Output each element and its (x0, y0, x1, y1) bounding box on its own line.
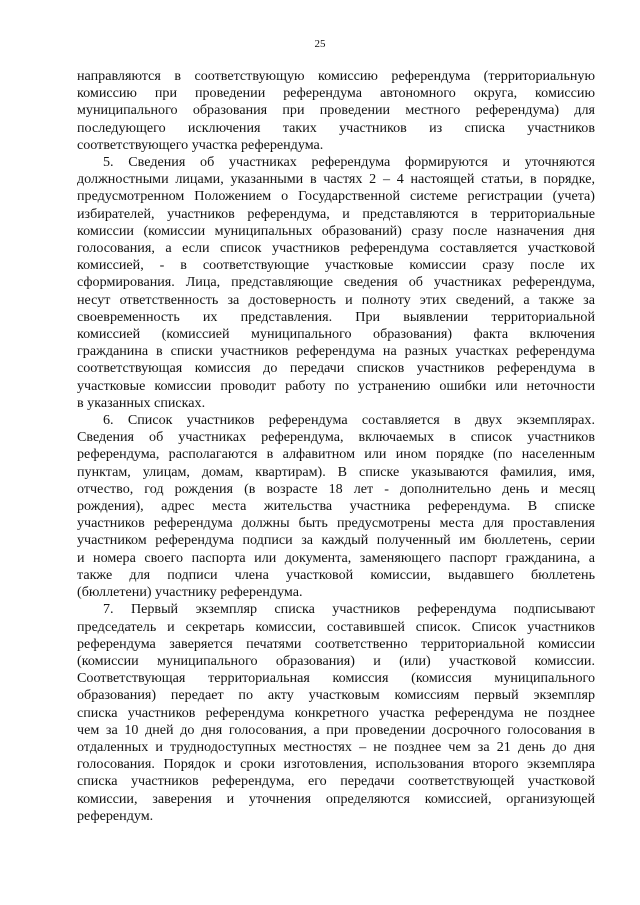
text-line: отчество, год рождения (в возрасте 18 лет - дополнительно день и месяц (77, 480, 595, 497)
body-text (77, 68, 595, 825)
text-line: и номера своего паспорта или документа, заменяющего паспорт гражданина, а (77, 549, 595, 566)
text-line: комиссию при проведении референдума автономного округа, комиссию (77, 85, 595, 102)
page-number: 25 (314, 38, 326, 50)
text-line: участковые комиссии проводит работу по устранению ошибки или неточности (77, 377, 595, 394)
text-line: отдаленных и труднодоступных местностях – не позднее чем за 21 день до дня (77, 738, 595, 755)
text-line: гражданина в списки участников референдума на разных участках референдума (77, 343, 595, 360)
text-line: 6. Список участников референдума составляется в двух экземплярах. (103, 412, 595, 429)
text-line: должностными лицами, указанными в частях 2 – 4 настоящей статьи, в порядке, (77, 171, 595, 188)
text-line: рождения), адрес места жительства участника референдума. В списке (77, 498, 595, 515)
text-line: сформирования. Лица, представляющие сведения об участниках референдума, (77, 274, 595, 291)
paragraph (77, 412, 595, 601)
text-line: референдум. (77, 807, 154, 824)
text-line: пунктам, улицам, домам, квартирам). В списке указываются фамилия, имя, (77, 463, 595, 480)
text-line: голосования, а если список участников референдума составляется участковой (77, 240, 595, 257)
text-line: 7. Первый экземпляр списка участников референдума подписывают (103, 601, 595, 618)
text-line: Сведения об участниках референдума, включаемых в список участников (77, 429, 595, 446)
text-line: в указанных списках. (77, 394, 206, 411)
text-line: участником референдума подписи за каждый полученный им бюллетень, серии (77, 532, 595, 549)
text-line: списка участников референдума, его передачи соответствующей участковой (77, 773, 595, 790)
paragraph (77, 601, 595, 825)
text-line: последующего исключения таких участников из списка участников (77, 119, 595, 136)
paragraph (77, 68, 595, 154)
text-line: референдума заверяется печатями соответственно территориальной комиссии (77, 635, 595, 652)
text-line: несут ответственность за достоверность и полноту этих сведений, а также за (77, 291, 595, 308)
text-line: референдума, располагаются в алфавитном или ином порядке (по населенным (77, 446, 595, 463)
text-line: предусмотренном Положением о Государственной системе регистрации (учета) (77, 188, 595, 205)
text-line: соответствующая комиссия до передачи списков участников референдума в (77, 360, 595, 377)
text-line: участников референдума должны быть предусмотрены места для проставления (77, 515, 595, 532)
text-line: (бюллетени) участнику референдума. (77, 584, 303, 601)
text-line: муниципального образования при проведении местного референдума) для (77, 102, 595, 119)
text-line: комиссией (комиссией муниципального образования) факта включения (77, 326, 595, 343)
text-line: председатель и секретарь комиссии, составившей список. Список участников (77, 618, 595, 635)
text-line: также для подписи члена участковой комиссии, выдавшего бюллетень (77, 566, 595, 583)
text-line: соответствующего участка референдума. (77, 136, 324, 153)
text-line: своевременность их представления. При выявлении территориальной (77, 308, 595, 325)
text-line: образования) передает по акту участковым комиссиям первый экземпляр (77, 687, 595, 704)
text-line: комиссией, - в соответствующие участковые комиссии сразу после их (77, 257, 595, 274)
text-line: комиссии (комиссии муниципальных образований) сразу после назначения дня (77, 222, 595, 239)
text-line: голосования. Порядок и сроки изготовления, использования второго экземпляра (77, 756, 595, 773)
text-line: (комиссии муниципального образования) и (или) участковой комиссии. (77, 652, 595, 669)
text-line: Соответствующая территориальная комиссия (комиссия муниципального (77, 670, 595, 687)
text-line: 5. Сведения об участниках референдума формируются и уточняются (103, 154, 595, 171)
text-line: направляются в соответствующую комиссию референдума (территориальную (77, 68, 595, 84)
paragraph (77, 154, 595, 412)
text-line: избирателей, участников референдума, и представляются в территориальные (77, 205, 595, 222)
text-line: чем за 10 дней до дня голосования, а при проведении досрочного голосования в (77, 721, 595, 738)
text-line: списка участников референдума конкретного участка референдума не позднее (77, 704, 595, 721)
text-line: комиссии, заверения и уточнения определяются комиссией, организующей (77, 790, 595, 807)
